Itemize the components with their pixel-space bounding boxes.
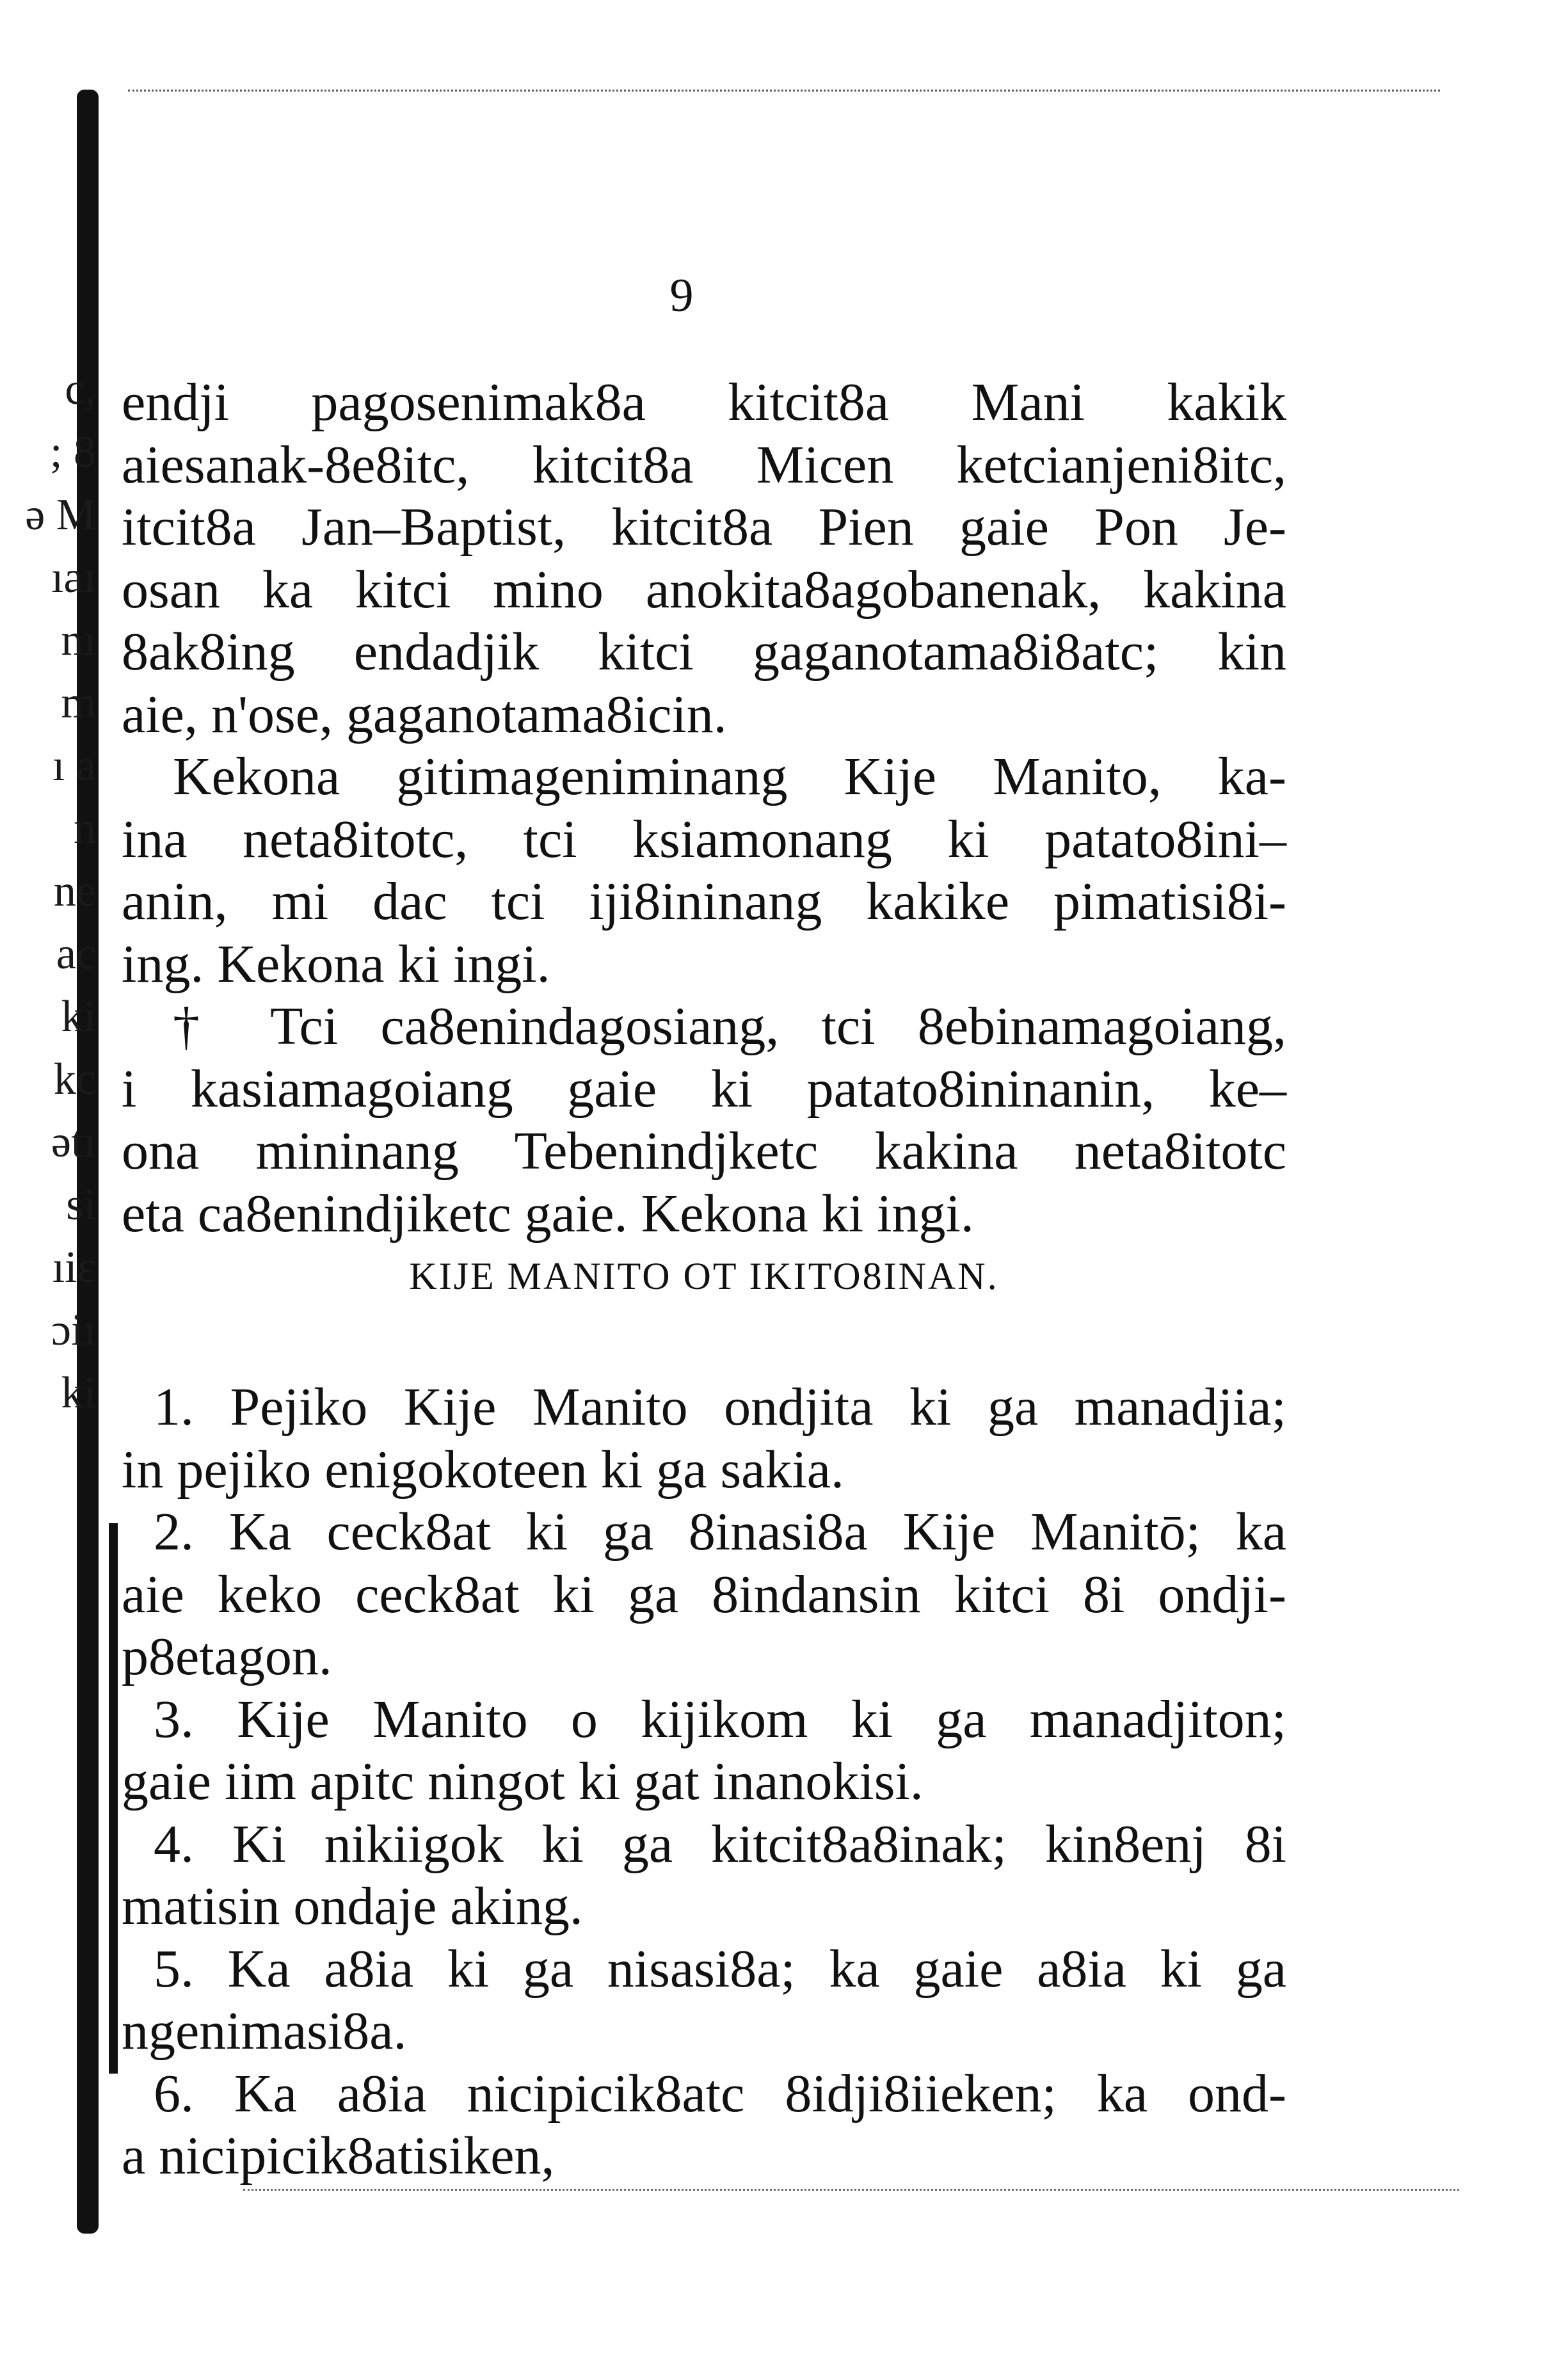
- text-line: i kasiamagoiang gaie ki patato8ininanin, ke–: [122, 1059, 1286, 1119]
- facing-page-fragments: [0, 358, 96, 1425]
- text-line: Kekona gitimageniminang Kije Manito, ka-: [173, 747, 1286, 806]
- top-edge-speckle: [128, 90, 1440, 94]
- text-line: ina neta8itotc, tci ksiamonang ki patato8ini–: [122, 809, 1286, 869]
- list-line: 4. Ki nikiigok ki ga kitcit8a8inak; kin8enj 8i: [154, 1814, 1286, 1874]
- text-line: † Tci ca8enindagosiang, tci 8ebinamagoiang,: [173, 996, 1286, 1056]
- gutter-shadow-lower: [109, 1523, 118, 2074]
- text-line: ing. Kekona ki ingi.: [122, 934, 550, 994]
- margin-fragment: m: [61, 678, 96, 728]
- list-line: 1. Pejiko Kije Manito ondjita ki ga manadjia;: [154, 1377, 1286, 1437]
- list-line: 6. Ka a8ia nicipicik8atc 8idji8iieken; ka ond-: [154, 2063, 1286, 2124]
- text-line: ona mininang Tebenindjketc kakina neta8itotc: [122, 1121, 1286, 1181]
- list-line: ngenimasi8a.: [122, 2001, 407, 2061]
- margin-fragment: n: [74, 804, 96, 853]
- text-line: itcit8a Jan–Baptist, kitcit8a Pien gaie Pon Je-: [122, 497, 1286, 557]
- margin-fragment: kc: [53, 1055, 96, 1104]
- section-heading: KIJE MANITO OT IKITO8INAN.: [409, 1255, 999, 1297]
- text-line: aiesanak-8e8itc, kitcit8a Micen ketcianjeni8itc,: [122, 435, 1286, 495]
- book-binding-edge: [0, 0, 128, 2368]
- commandments-list: [122, 1376, 1286, 2188]
- bottom-edge-speckle: [243, 2189, 1459, 2193]
- page-number: 9: [669, 269, 694, 322]
- list-line: aie keko ceck8at ki ga 8indansin kitci 8i ondji-: [122, 1564, 1286, 1624]
- list-line: 3. Kije Manito o kijikom ki ga manadjiton;: [154, 1689, 1286, 1749]
- list-line: gaie iim apitc ningot ki gat inanokisi.: [122, 1752, 924, 1811]
- text-line: aie, n'ose, gaganotama8icin.: [122, 684, 727, 744]
- paragraph-1: [122, 371, 1286, 746]
- margin-fragment: ı a: [52, 741, 96, 790]
- list-line: a nicipicik8atisiken,: [122, 2126, 555, 2186]
- paragraph-3: [122, 995, 1286, 1245]
- margin-fragment: ıiε: [52, 1243, 96, 1292]
- margin-fragment: ɔiı: [51, 1306, 96, 1355]
- margin-fragment: c,: [65, 365, 96, 414]
- margin-fragment: ac: [56, 929, 96, 979]
- list-line: in pejiko enigokoteen ki ga sakia.: [122, 1439, 845, 1500]
- margin-fragment: nı: [61, 616, 96, 665]
- list-line: matisin ondaje aking.: [122, 1876, 583, 1936]
- margin-fragment: ə M: [25, 490, 96, 540]
- list-line: p8etagon.: [122, 1627, 332, 1686]
- body-text: [122, 371, 1286, 1245]
- text-line: 8ak8ing endadjik kitci gaganotama8i8atc; kin: [122, 622, 1286, 682]
- margin-fragment: ki: [61, 992, 96, 1041]
- margin-fragment: si: [66, 1180, 96, 1229]
- margin-fragment: ıaı: [51, 553, 96, 602]
- text-line: endji pagosenimak8a kitcit8a Mani kakik: [122, 372, 1286, 432]
- list-line: 5. Ka a8ia ki ga nisasi8a; ka gaie a8ia ki ga: [154, 1939, 1286, 1999]
- margin-fragment: ; 8: [50, 428, 96, 477]
- text-line: osan ka kitci mino anokita8agobanenak, kakina: [122, 559, 1286, 620]
- list-line: 2. Ka ceck8at ki ga 8inasi8a Kije Manitō; ka: [154, 1502, 1286, 1562]
- paragraph-2: [122, 746, 1286, 995]
- text-line: eta ca8enindjiketc gaie. Kekona ki ingi.: [122, 1183, 974, 1244]
- margin-fragment: ətı: [51, 1117, 96, 1167]
- margin-fragment: ki: [61, 1368, 96, 1418]
- margin-fragment: ne: [53, 867, 96, 916]
- text-line: anin, mi dac tci iji8ininang kakike pimatisi8i-: [122, 872, 1286, 931]
